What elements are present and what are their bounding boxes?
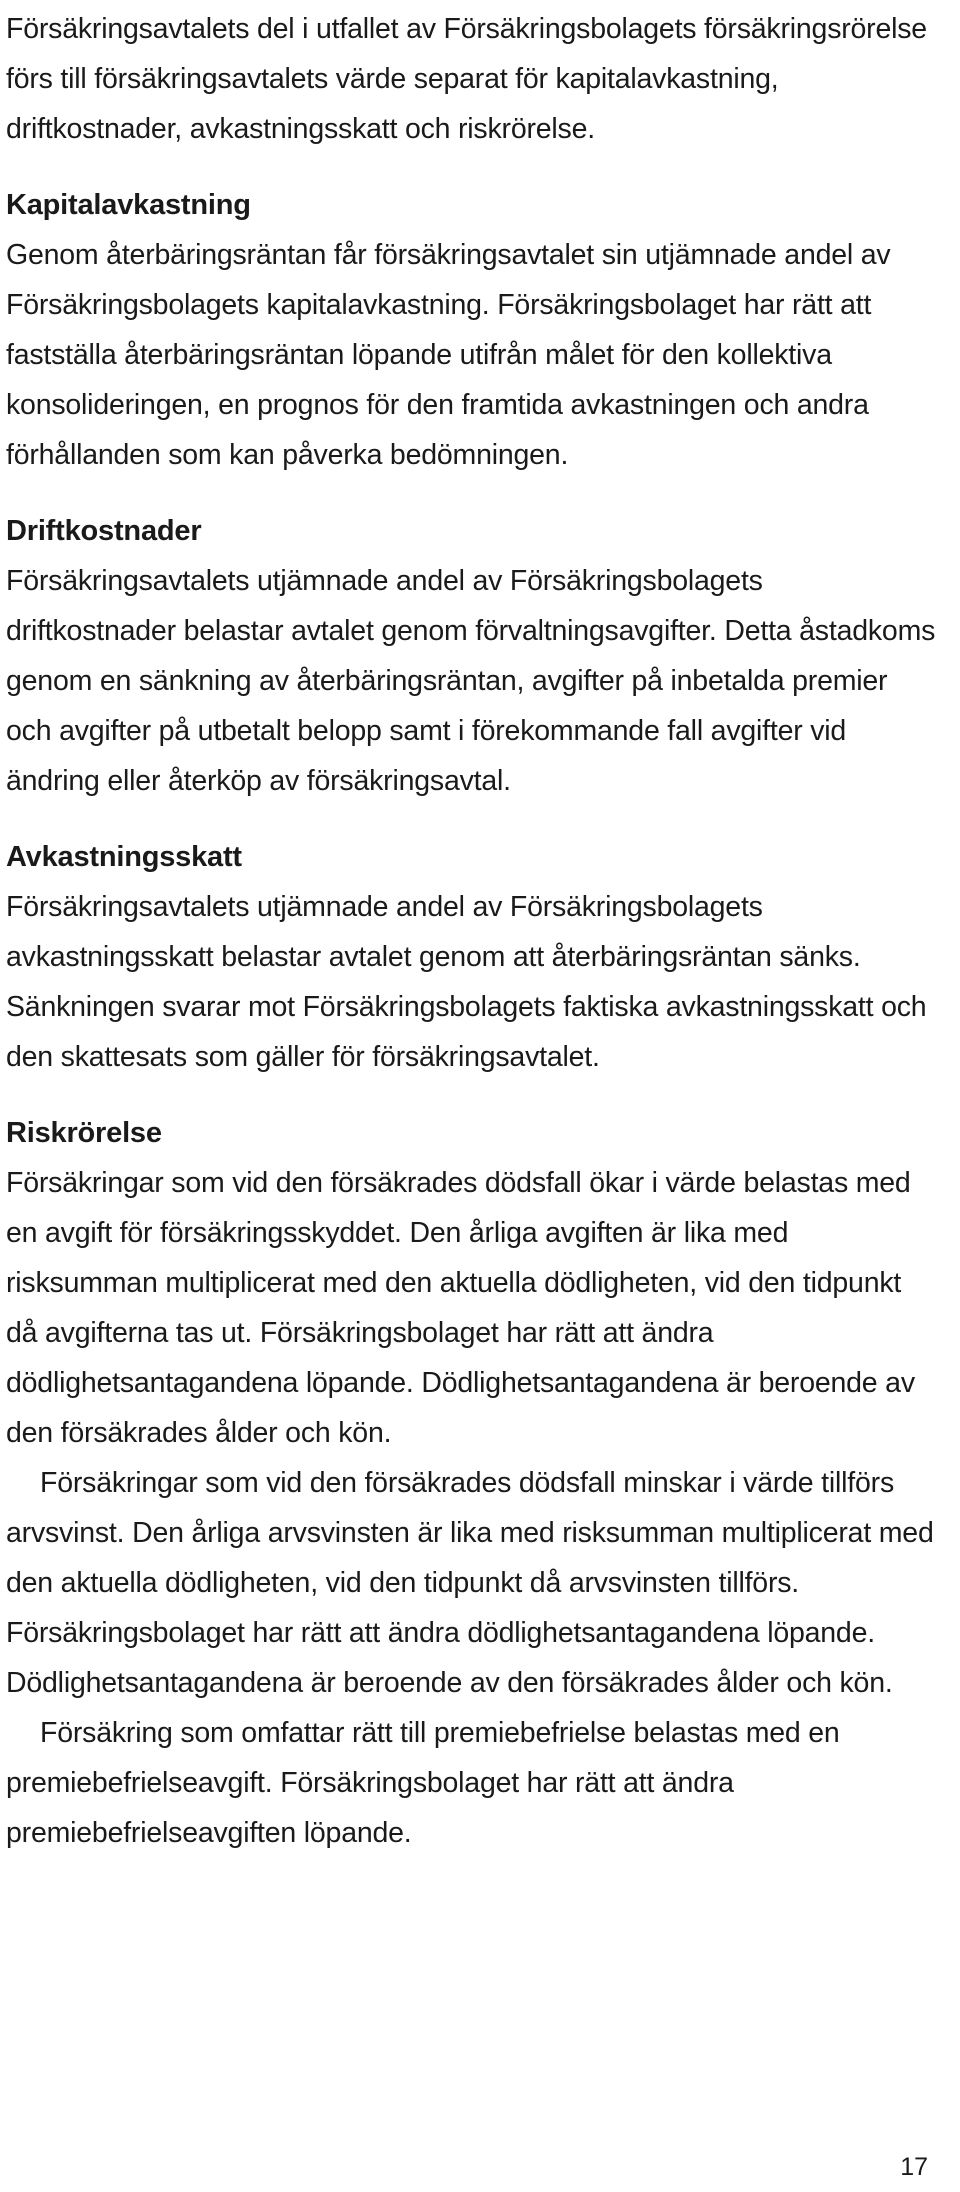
section-paragraph: Genom återbäringsräntan får försäkringsavtalet sin utjämnade andel av Försäkringsbolagets kapitalavkastning. Försäkringsbolaget har rätt att fastställa återbäringsräntan löpande utifrån målet för den kollektiva konsolideringen, en prognos för den framtida avkastningen och andra förhållanden som kan påverka bedömningen. — [6, 239, 891, 471]
section-heading: Driftkostnader — [6, 515, 202, 547]
section-kapitalavkastning — [6, 180, 936, 480]
section-heading: Riskrörelse — [6, 1117, 162, 1149]
section-paragraph: Försäkringar som vid den försäkrades dödsfall minskar i värde tillförs arvsvinst. Den årliga arvsvinsten är lika med risksumman multiplicerat med den aktuella dödligheten, vid den tidpunkt då arvsvinsten tillförs. Försäkringsbolaget har rätt att ändra dödlighetsantagandena löpande. Dödlighetsantagandena är beroende av den försäkrades ålder och kön. — [6, 1467, 934, 1699]
page-number: 17 — [900, 2153, 928, 2181]
section-avkastningsskatt — [6, 832, 936, 1082]
section-heading: Avkastningsskatt — [6, 841, 242, 873]
section-riskrorelse — [6, 1108, 936, 1858]
document-page — [6, 0, 936, 1858]
intro-paragraph: Försäkringsavtalets del i utfallet av Försäkringsbolagets försäkringsrörelse förs till försäkringsavtalets värde separat för kapitalavkastning, driftkostnader, avkastningsskatt och riskrörelse. — [6, 13, 927, 145]
section-paragraph: Försäkringar som vid den försäkrades dödsfall ökar i värde belastas med en avgift för försäkringsskyddet. Den årliga avgiften är lika med risksumman multiplicerat med den aktuella dödligheten, vid den tidpunkt då avgifterna tas ut. Försäkringsbolaget har rätt att ändra dödlighetsantagandena löpande. Dödlighetsantagandena är beroende av den försäkrades ålder och kön. — [6, 1167, 915, 1449]
section-paragraph: Försäkringsavtalets utjämnade andel av Försäkringsbolagets driftkostnader belastar avtalet genom förvaltningsavgifter. Detta åstadkoms genom en sänkning av återbäringsräntan, avgifter på inbetalda premier och avgifter på utbetalt belopp samt i förekommande fall avgifter vid ändring eller återköp av försäkringsavtal. — [6, 565, 936, 797]
section-driftkostnader — [6, 506, 936, 806]
section-heading: Kapitalavkastning — [6, 189, 251, 221]
section-paragraph: Försäkringsavtalets utjämnade andel av Försäkringsbolagets avkastningsskatt belastar avtalet genom att återbäringsräntan sänks. Sänkningen svarar mot Försäkringsbolagets faktiska avkastningsskatt och den skattesats som gäller för försäkringsavtalet. — [6, 891, 927, 1073]
section-paragraph: Försäkring som omfattar rätt till premiebefrielse belastas med en premiebefrielseavgift. Försäkringsbolaget har rätt att ändra premiebefrielseavgiften löpande. — [6, 1717, 840, 1849]
